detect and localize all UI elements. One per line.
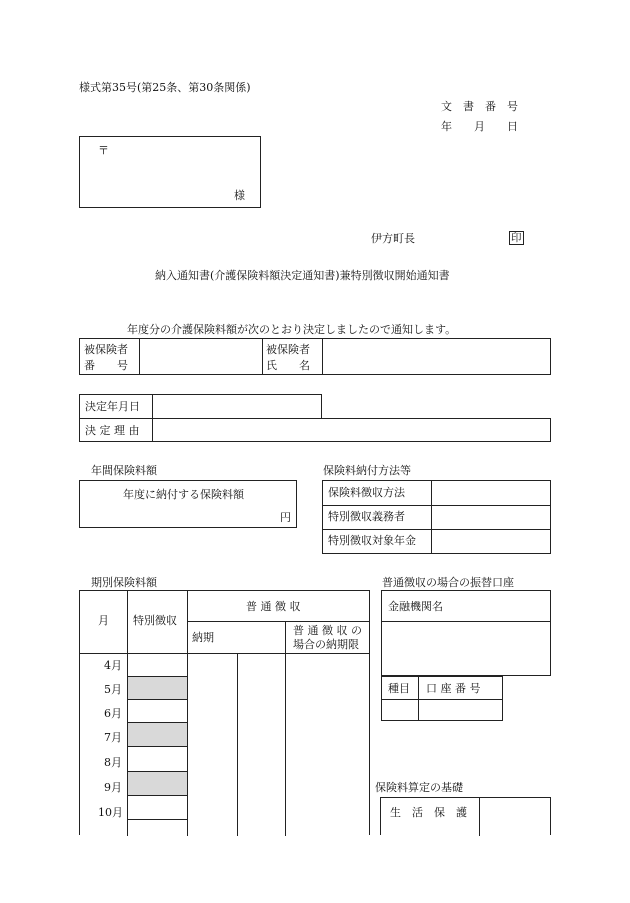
document-title: 納入通知書(介護保険料額決定通知書)兼特別徴収開始通知書 — [155, 269, 450, 282]
issuer-title: 伊方町長 — [371, 232, 415, 245]
bank-box — [381, 590, 551, 676]
period-section-label: 期別保険料額 — [91, 576, 157, 589]
col-term: 納期 — [192, 631, 214, 644]
month-label: 6月 — [104, 707, 122, 720]
period-premium-table — [79, 590, 370, 835]
annual-row-label: 年度に納付する保険料額 — [123, 488, 244, 501]
payment-method-row: 保険料徴収方法 — [328, 486, 405, 499]
document-number-label: 文 書 番 号 — [441, 100, 518, 113]
account-table — [381, 676, 503, 721]
decision-date-row — [79, 394, 322, 419]
month-label: 9月 — [104, 781, 122, 794]
col-special: 特別徴収 — [133, 614, 177, 627]
type-label: 種目 — [388, 682, 410, 695]
address-box — [79, 136, 261, 208]
postal-mark: 〒 — [98, 144, 109, 157]
intro-text: 年度分の介護保険料額が次のとおり決定しましたので通知します。 — [127, 323, 457, 336]
insured-number-label-1: 被保険者 — [84, 343, 128, 356]
month-label: 8月 — [104, 756, 122, 769]
insured-number-label-2: 番 号 — [84, 359, 128, 372]
basis-section-label: 保険料算定の基礎 — [375, 781, 463, 794]
col-month: 月 — [98, 614, 109, 627]
annual-unit: 円 — [280, 511, 291, 524]
annual-section-label: 年間保険料額 — [91, 464, 157, 477]
payment-method-row: 特別徴収対象年金 — [328, 534, 416, 547]
seal-mark: 印 — [509, 231, 524, 245]
transfer-section-label: 普通徴収の場合の振替口座 — [382, 576, 514, 589]
payment-method-row: 特別徴収義務者 — [328, 510, 405, 523]
col-normal: 普 通 徴 収 — [246, 600, 301, 613]
insured-name-label-2: 氏 名 — [266, 359, 310, 372]
form-number: 様式第35号(第25条、第30条関係) — [79, 81, 251, 94]
col-deadline-1: 普 通 徴 収 の — [293, 624, 362, 637]
payment-method-section-label: 保険料納付方法等 — [323, 464, 411, 477]
annual-premium-box — [79, 480, 297, 528]
account-label: 口 座 番 号 — [426, 682, 481, 695]
honorific: 様 — [234, 189, 245, 202]
decision-date-label: 決定年月日 — [85, 400, 140, 413]
bank-label: 金融機関名 — [388, 600, 443, 613]
basis-row-label: 生 活 保 護 — [390, 806, 467, 819]
shaded-cell — [128, 772, 187, 795]
insured-table — [79, 338, 551, 375]
decision-reason-label: 決 定 理 由 — [85, 424, 140, 437]
shaded-cell — [128, 723, 187, 746]
basis-table — [380, 797, 551, 835]
month-label: 4月 — [104, 659, 122, 672]
col-deadline-2: 場合の納期限 — [293, 638, 359, 651]
shaded-cell — [128, 677, 187, 699]
month-label: 5月 — [104, 683, 122, 696]
month-label: 7月 — [104, 731, 122, 744]
insured-name-label-1: 被保険者 — [266, 343, 310, 356]
payment-method-table — [322, 480, 551, 554]
date-label: 年 月 日 — [441, 120, 518, 133]
decision-reason-row — [79, 418, 551, 442]
month-label: 10月 — [98, 806, 123, 819]
